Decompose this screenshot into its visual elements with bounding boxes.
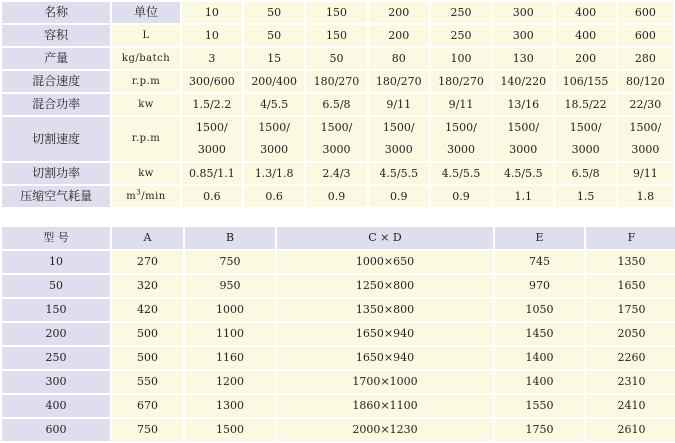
- dim-value-cell: 1400: [495, 347, 584, 369]
- spec-row-unit: kw: [112, 163, 179, 184]
- spec-value-cell: 50: [244, 25, 304, 46]
- dim-model-cell: 600: [2, 419, 110, 441]
- spec-value-cell: 250: [431, 25, 491, 46]
- spec-value-cell: 80/120: [618, 71, 673, 92]
- spec-value-cell: 0.85/1.1: [182, 163, 242, 184]
- spec-value-cell: 1.5/2.2: [182, 94, 242, 115]
- spec-value-cell: 1500/ 3000: [555, 117, 615, 161]
- spec-value-cell: 106/155: [555, 71, 615, 92]
- spec-header-unit: 单位: [112, 2, 179, 23]
- dim-row: [2, 419, 675, 441]
- dim-model-cell: 10: [2, 251, 110, 273]
- dim-value-cell: 1000: [185, 299, 275, 321]
- dim-value-cell: 1300: [185, 395, 275, 417]
- spec-header-model: 50: [244, 2, 304, 23]
- spec-value-cell: 1.3/1.8: [244, 163, 304, 184]
- dim-value-cell: 550: [112, 371, 183, 393]
- dim-value-cell: 2000×1230: [277, 419, 493, 441]
- dim-value-cell: 670: [112, 395, 183, 417]
- spec-value-cell: 180/270: [431, 71, 491, 92]
- spec-row-unit: r.p.m: [112, 71, 179, 92]
- spec-row: [2, 117, 673, 161]
- spec-row-unit: $m^3/\min$: [112, 186, 179, 207]
- spec-value-cell: 22/30: [618, 94, 673, 115]
- spec-row: [2, 25, 673, 46]
- spec-value-cell: 150: [306, 25, 366, 46]
- spec-row-label: 混合功率: [2, 94, 110, 115]
- dim-value-cell: 500: [112, 347, 183, 369]
- spec-value-cell: 9/11: [431, 94, 491, 115]
- spec-value-cell: 1.5: [555, 186, 615, 207]
- spec-value-cell: 9/11: [618, 163, 673, 184]
- dim-row: [2, 251, 675, 273]
- dim-value-cell: 1500: [185, 419, 275, 441]
- spec-row: [2, 71, 673, 92]
- dim-value-cell: 970: [495, 275, 584, 297]
- dim-value-cell: 2310: [586, 371, 675, 393]
- spec-value-cell: 200: [369, 25, 429, 46]
- dim-row: [2, 299, 675, 321]
- dim-row: [2, 275, 675, 297]
- dim-row: [2, 323, 675, 345]
- spec-value-cell: 100: [431, 48, 491, 69]
- dim-header-cell: F: [586, 227, 675, 249]
- spec-value-cell: 0.9: [431, 186, 491, 207]
- spec-value-cell: 10: [182, 25, 242, 46]
- spec-row-label: 压缩空气耗量: [2, 186, 110, 207]
- spec-row-label: 切割功率: [2, 163, 110, 184]
- dim-model-cell: 250: [2, 347, 110, 369]
- spec-value-cell: 13/16: [493, 94, 553, 115]
- spec-row-unit: kg/batch: [112, 48, 179, 69]
- spec-value-cell: 4/5.5: [244, 94, 304, 115]
- spec-header-label: 名称: [2, 2, 110, 23]
- dim-value-cell: 2260: [586, 347, 675, 369]
- spec-row: [2, 186, 673, 207]
- spec-header-model: 600: [618, 2, 673, 23]
- spec-row: [2, 163, 673, 184]
- spec-header-model: 200: [369, 2, 429, 23]
- spec-row-label: 容积: [2, 25, 110, 46]
- dim-value-cell: 1350: [586, 251, 675, 273]
- spec-value-cell: 4.5/5.5: [493, 163, 553, 184]
- dim-value-cell: 1250×800: [277, 275, 493, 297]
- spec-value-cell: 400: [555, 25, 615, 46]
- dim-header-cell: E: [495, 227, 584, 249]
- dim-value-cell: 1650: [586, 275, 675, 297]
- dim-value-cell: 950: [185, 275, 275, 297]
- spec-value-cell: 300: [493, 25, 553, 46]
- dim-value-cell: 500: [112, 323, 183, 345]
- dim-value-cell: 1650×940: [277, 347, 493, 369]
- spec-value-cell: 130: [493, 48, 553, 69]
- spec-row-label: 产量: [2, 48, 110, 69]
- dim-value-cell: 1100: [185, 323, 275, 345]
- dim-value-cell: 745: [495, 251, 584, 273]
- dim-value-cell: 1160: [185, 347, 275, 369]
- dim-value-cell: 1200: [185, 371, 275, 393]
- spec-value-cell: 18.5/22: [555, 94, 615, 115]
- dim-row: [2, 347, 675, 369]
- spec-value-cell: 0.9: [306, 186, 366, 207]
- spec-value-cell: 180/270: [369, 71, 429, 92]
- spec-header-model: 300: [493, 2, 553, 23]
- spec-value-cell: 180/270: [306, 71, 366, 92]
- dim-value-cell: 1450: [495, 323, 584, 345]
- spec-header-model: 250: [431, 2, 491, 23]
- spec-value-cell: 140/220: [493, 71, 553, 92]
- dim-header-cell: 型 号: [2, 227, 110, 249]
- dim-value-cell: 750: [185, 251, 275, 273]
- dim-row: [2, 371, 675, 393]
- spec-value-cell: 1500/ 3000: [431, 117, 491, 161]
- spec-value-cell: 1500/ 3000: [182, 117, 242, 161]
- spec-row-label: 混合速度: [2, 71, 110, 92]
- dim-value-cell: 1050: [495, 299, 584, 321]
- spec-header-row: [2, 2, 673, 23]
- spec-value-cell: 2.4/3: [306, 163, 366, 184]
- dim-value-cell: 1750: [495, 419, 584, 441]
- dim-value-cell: 1400: [495, 371, 584, 393]
- spec-row: [2, 94, 673, 115]
- dim-value-cell: 750: [112, 419, 183, 441]
- dim-header-cell: C × D: [277, 227, 493, 249]
- dim-value-cell: 1860×1100: [277, 395, 493, 417]
- dim-model-cell: 150: [2, 299, 110, 321]
- dim-value-cell: 420: [112, 299, 183, 321]
- spec-table: [0, 0, 675, 209]
- dim-value-cell: 2050: [586, 323, 675, 345]
- spec-value-cell: 9/11: [369, 94, 429, 115]
- dim-value-cell: 1650×940: [277, 323, 493, 345]
- spec-value-cell: 300/600: [182, 71, 242, 92]
- dim-model-cell: 300: [2, 371, 110, 393]
- spec-header-model: 10: [182, 2, 242, 23]
- spec-value-cell: 4.5/5.5: [431, 163, 491, 184]
- spec-value-cell: 0.6: [182, 186, 242, 207]
- spec-value-cell: 1500/ 3000: [306, 117, 366, 161]
- spec-value-cell: 15: [244, 48, 304, 69]
- spec-value-cell: 600: [618, 25, 673, 46]
- spec-value-cell: 1.1: [493, 186, 553, 207]
- spec-value-cell: 0.9: [369, 186, 429, 207]
- spec-value-cell: 1500/ 3000: [493, 117, 553, 161]
- dim-model-cell: 400: [2, 395, 110, 417]
- dim-header-row: [2, 227, 675, 249]
- dim-model-cell: 50: [2, 275, 110, 297]
- dim-value-cell: 1000×650: [277, 251, 493, 273]
- dim-value-cell: 2410: [586, 395, 675, 417]
- spec-row-unit: kw: [112, 94, 179, 115]
- spec-value-cell: 80: [369, 48, 429, 69]
- dim-value-cell: 1550: [495, 395, 584, 417]
- spec-value-cell: 50: [306, 48, 366, 69]
- dim-model-cell: 200: [2, 323, 110, 345]
- dim-value-cell: 270: [112, 251, 183, 273]
- spec-row-label: 切割速度: [2, 117, 110, 161]
- dim-header-cell: A: [112, 227, 183, 249]
- spec-value-cell: 200/400: [244, 71, 304, 92]
- spec-value-cell: 1.8: [618, 186, 673, 207]
- spec-value-cell: 1500/ 3000: [369, 117, 429, 161]
- dim-value-cell: 1750: [586, 299, 675, 321]
- spec-header-model: 400: [555, 2, 615, 23]
- spec-value-cell: 200: [555, 48, 615, 69]
- spec-value-cell: 4.5/5.5: [369, 163, 429, 184]
- spec-row: [2, 48, 673, 69]
- spec-row-unit: L: [112, 25, 179, 46]
- dim-value-cell: 2610: [586, 419, 675, 441]
- spec-value-cell: 1500/ 3000: [244, 117, 304, 161]
- spec-value-cell: 1500/ 3000: [618, 117, 673, 161]
- spec-value-cell: 6.5/8: [555, 163, 615, 184]
- dim-value-cell: 1350×800: [277, 299, 493, 321]
- dimension-table: [0, 225, 675, 443]
- dim-header-cell: B: [185, 227, 275, 249]
- spec-value-cell: 3: [182, 48, 242, 69]
- spec-header-model: 150: [306, 2, 366, 23]
- spec-value-cell: 280: [618, 48, 673, 69]
- dim-row: [2, 395, 675, 417]
- spec-row-unit: r.p.m: [112, 117, 179, 161]
- dim-value-cell: 1700×1000: [277, 371, 493, 393]
- spec-value-cell: 6.5/8: [306, 94, 366, 115]
- spec-value-cell: 0.6: [244, 186, 304, 207]
- dim-value-cell: 320: [112, 275, 183, 297]
